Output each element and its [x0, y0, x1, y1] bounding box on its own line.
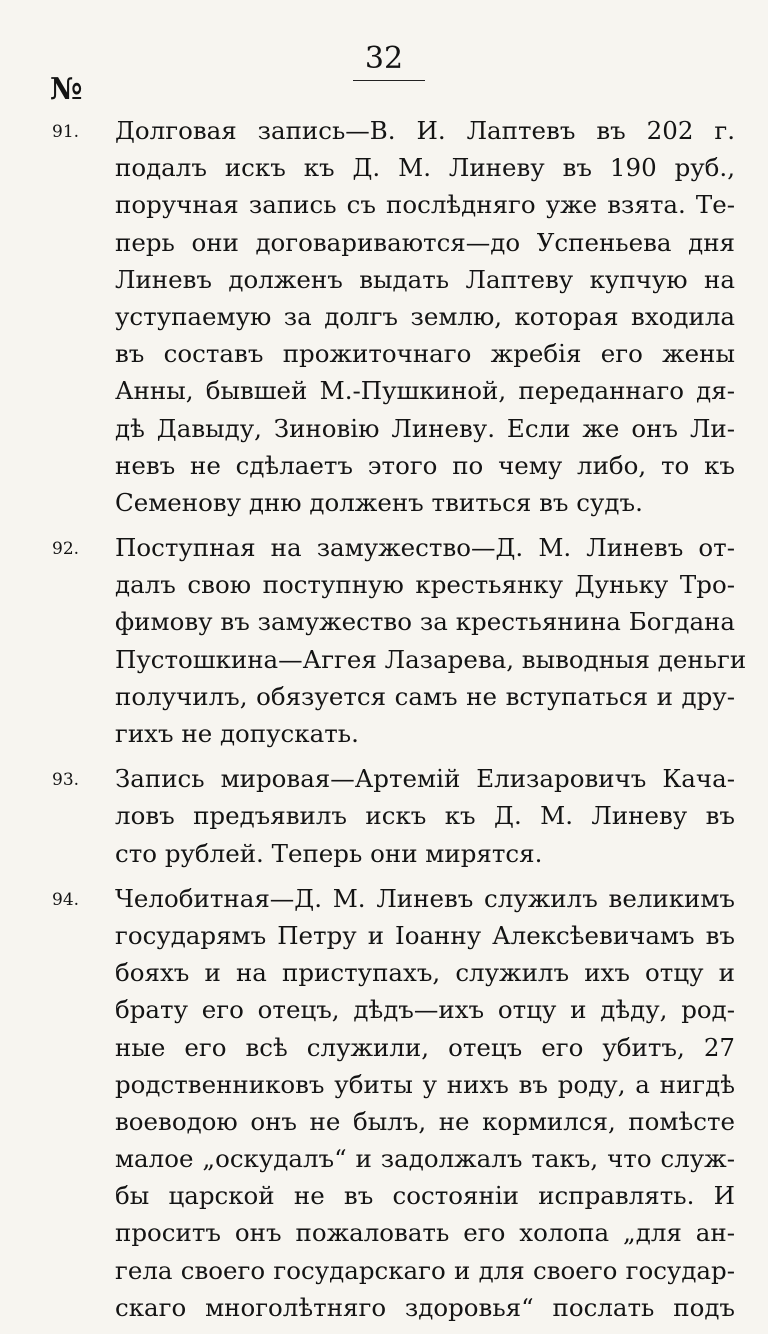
entry [0, 112, 768, 521]
entry-text [115, 760, 735, 872]
text-line: далъ свою поступную крестьянку Дуньку Тро- [115, 570, 735, 600]
text-line: Пустошкина—Аггея Лазарева, выводныя деньги [115, 644, 747, 674]
text-line: Долговая запись—В. И. Лаптевъ въ 202 г. [115, 116, 735, 145]
entry-number: 93. [52, 770, 80, 791]
text-line: Поступная на замужество—Д. М. Линевъ от- [115, 533, 735, 563]
entry-number: 92. [52, 539, 80, 560]
text-line: Запись мировая—Артемій Елизаровичъ Кача- [115, 764, 735, 794]
text-line: Анны, бывшей М.-Пушкиной, переданнаго дя- [115, 376, 735, 406]
entry-number: 91. [52, 122, 80, 142]
text-line: ловъ предъявилъ искъ къ Д. М. Линеву въ [115, 801, 735, 831]
text-line: подалъ искъ къ Д. М. Линеву въ 190 руб., [115, 153, 735, 183]
entry-text [115, 880, 735, 1326]
text-line: сто рублей. Теперь они мирятся. [115, 838, 543, 868]
text-line: Линевъ долженъ выдать Лаптеву купчую на [115, 264, 735, 294]
text-line: гела своего государскаго и для своего государ- [115, 1255, 735, 1285]
entries-list [0, 112, 768, 1334]
text-line: воеводою онъ не былъ, не кормился, помѣсте [115, 1106, 735, 1136]
text-line: поручная запись съ послѣдняго уже взята. Те- [115, 190, 735, 220]
text-line: Семенову дню долженъ твиться въ судъ. [115, 487, 643, 517]
entry [0, 880, 768, 1326]
text-line: фимову въ замужество за крестьянина Богдана [115, 607, 735, 637]
text-line: государямъ Петру и Іоанну Алексѣевичамъ въ [115, 920, 735, 950]
text-line: гихъ не допускать. [115, 719, 359, 748]
text-line: уступаемую за долгъ землю, которая входила [115, 301, 735, 331]
entry [0, 529, 768, 752]
text-line: скаго многолѣтняго здоровья“ послать подъ [115, 1292, 735, 1322]
text-line: ные его всѣ служили, отецъ его убитъ, 27 [115, 1032, 735, 1062]
entry-text [115, 112, 735, 521]
text-line: невъ не сдѣлаетъ этого по чему либо, то къ [115, 450, 735, 480]
numero-sign: № [50, 72, 83, 107]
text-line: дѣ Давыду, Зиновію Линеву. Если же онъ Ли- [115, 413, 735, 443]
text-line: получилъ, обязуется самъ не вступаться и дру- [115, 681, 735, 711]
entry [0, 760, 768, 872]
page-number: 32 [364, 41, 404, 76]
text-line: родственниковъ убиты у нихъ въ роду, а нигдѣ [115, 1069, 735, 1099]
entry-text [115, 529, 747, 752]
page-number-rule [353, 80, 425, 81]
text-line: брату его отецъ, дѣдъ—ихъ отцу и дѣду, род- [115, 995, 735, 1025]
text-line: Челобитная—Д. М. Линевъ служилъ великимъ [115, 883, 735, 913]
text-line: бояхъ и на приступахъ, служилъ ихъ отцу и [115, 958, 735, 988]
text-line: проситъ онъ пожаловать его холопа „для ан- [115, 1218, 735, 1248]
text-line: малое „оскудалъ“ и задолжалъ такъ, что служ- [115, 1144, 735, 1174]
text-line: въ составъ прожиточнаго жребія его жены [115, 339, 735, 369]
entry-number: 94. [52, 889, 80, 910]
text-line: перь они договариваются—до Успеньева дня [115, 227, 735, 257]
text-line: бы царской не въ состояніи исправлять. И [115, 1181, 735, 1211]
